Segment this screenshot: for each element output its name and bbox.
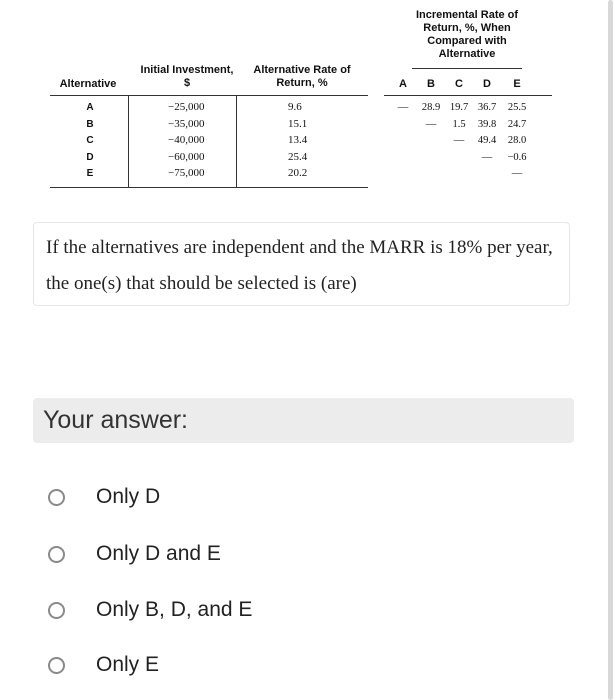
table-top-rule xyxy=(50,95,368,96)
row-investment: −40,000 xyxy=(168,134,205,146)
incremental-col-header-d: D xyxy=(483,78,491,90)
col-divider-1 xyxy=(128,95,129,187)
incremental-col-header-b: B xyxy=(427,78,435,90)
option-only-d[interactable] xyxy=(46,483,446,517)
question-box xyxy=(33,222,570,306)
incremental-cell: −0.6 xyxy=(507,151,527,163)
row-investment: −75,000 xyxy=(168,167,205,179)
row-alternative: A xyxy=(86,102,94,113)
incremental-cell: — xyxy=(453,135,465,146)
incremental-cell: 25.5 xyxy=(507,102,527,113)
your-answer-header xyxy=(33,398,574,443)
radio-circle-icon[interactable] xyxy=(48,489,65,506)
option-only-d-and-e[interactable] xyxy=(46,540,446,574)
data-table xyxy=(0,0,615,190)
incremental-col-header-e: E xyxy=(513,78,521,90)
header-incremental-rate: Incremental Rate of Return, %, When Compared with Alternative xyxy=(415,9,519,60)
radio-circle-icon[interactable] xyxy=(48,602,65,619)
table-bottom-rule xyxy=(50,187,368,188)
option-label: Only D and E xyxy=(96,542,221,565)
incremental-header-rule xyxy=(412,68,522,69)
your-answer-label: Your answer: xyxy=(43,406,188,434)
incremental-col-header-c: C xyxy=(455,78,463,90)
row-rate-of-return: 9.6 xyxy=(288,101,302,113)
option-label: Only D xyxy=(96,485,161,508)
incremental-cell: 28.9 xyxy=(421,102,441,113)
row-alternative: B xyxy=(86,118,94,130)
incremental-cell: 24.7 xyxy=(507,118,527,130)
incremental-cell: 28.0 xyxy=(507,135,527,146)
incremental-cell: — xyxy=(511,168,523,179)
question-text: If the alternatives are independent and the MARR is 18% per year, the one(s) that should be selected is (are) xyxy=(46,237,553,294)
incremental-cell: 1.5 xyxy=(452,118,466,130)
row-alternative: D xyxy=(86,151,94,163)
incremental-cell: — xyxy=(397,102,409,113)
row-rate-of-return: 25.4 xyxy=(288,150,308,163)
incremental-cols-rule xyxy=(384,95,552,96)
row-investment: −25,000 xyxy=(168,101,205,113)
option-only-b-d-and-e[interactable] xyxy=(46,596,446,630)
radio-circle-icon[interactable] xyxy=(48,657,65,674)
incremental-col-header-a: A xyxy=(399,78,407,90)
row-alternative: E xyxy=(86,168,94,179)
incremental-cell: — xyxy=(481,151,493,163)
header-initial-investment: Initial Investment, $ xyxy=(140,64,234,89)
option-label: Only E xyxy=(96,653,160,676)
incremental-cell: 39.8 xyxy=(477,118,497,130)
incremental-cell: 36.7 xyxy=(477,102,497,113)
header-alternative-rate: Alternative Rate of Return, % xyxy=(253,64,351,89)
option-only-e[interactable] xyxy=(46,651,446,685)
incremental-cell: — xyxy=(425,118,437,130)
incremental-cell: 49.4 xyxy=(477,135,497,146)
header-alternative: Alternative xyxy=(59,78,117,90)
incremental-cell: 19.7 xyxy=(449,102,469,113)
row-investment: −60,000 xyxy=(168,150,205,163)
row-alternative: C xyxy=(86,135,94,146)
row-rate-of-return: 15.1 xyxy=(288,117,308,130)
option-label: Only B, D, and E xyxy=(96,598,253,621)
row-rate-of-return: 13.4 xyxy=(288,134,308,146)
row-investment: −35,000 xyxy=(168,117,205,130)
row-rate-of-return: 20.2 xyxy=(288,167,308,179)
radio-circle-icon[interactable] xyxy=(48,546,65,563)
col-divider-2 xyxy=(236,95,237,187)
